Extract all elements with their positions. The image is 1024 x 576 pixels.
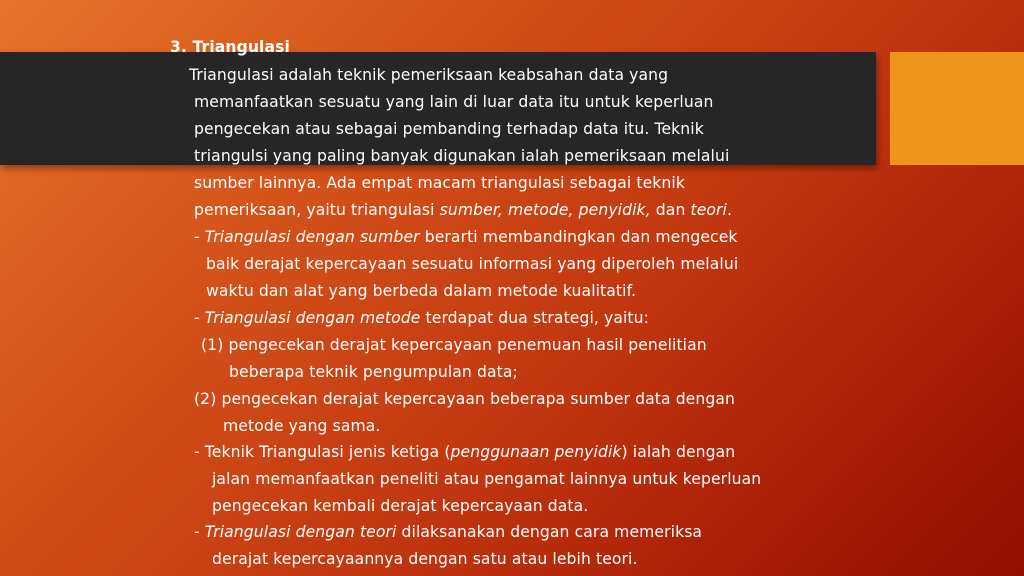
text-run: .: [727, 201, 733, 219]
paragraph-line: triangulsi yang paling banyak digunakan ialah pemeriksaan melalui: [194, 147, 730, 165]
text-run: dan: [650, 201, 691, 219]
bullet-line: [194, 308, 649, 328]
bullet-line: [194, 227, 738, 247]
section-title: 3. Triangulasi: [170, 38, 290, 56]
bullet-dash: -: [194, 309, 205, 327]
numbered-continuation: metode yang sama.: [223, 417, 381, 435]
bullet-continuation: pengecekan kembali derajat kepercayaan data.: [212, 497, 589, 515]
text-run: terdapat dua strategi, yaitu:: [420, 309, 649, 327]
emphasis-text: sumber, metode, penyidik,: [439, 201, 651, 219]
emphasis-text: Triangulasi dengan sumber: [204, 228, 420, 246]
emphasis-text: Triangulasi dengan metode: [204, 309, 421, 327]
text-run: pemeriksaan, yaitu triangulasi: [194, 201, 440, 219]
paragraph-line: Triangulasi adalah teknik pemeriksaan keabsahan data yang: [189, 66, 669, 84]
emphasis-text: penggunaan penyidik: [450, 443, 622, 461]
paragraph-line: sumber lainnya. Ada empat macam triangulasi sebagai teknik: [194, 174, 685, 192]
numbered-item: (1) pengecekan derajat kepercayaan penemuan hasil penelitian: [201, 336, 707, 354]
bullet-continuation: derajat kepercayaannya dengan satu atau lebih teori.: [212, 550, 638, 568]
text-run: dilaksanakan dengan cara memeriksa: [396, 523, 703, 541]
numbered-item: (2) pengecekan derajat kepercayaan beberapa sumber data dengan: [194, 390, 736, 408]
bullet-continuation: jalan memanfaatkan peneliti atau pengamat lainnya untuk keperluan: [212, 470, 762, 488]
text-run: berarti membandingkan dan mengecek: [419, 228, 738, 246]
emphasis-text: Triangulasi dengan teori: [204, 523, 397, 541]
bullet-dash: -: [194, 228, 205, 246]
bullet-continuation: baik derajat kepercayaan sesuatu informasi yang diperoleh melalui: [206, 255, 739, 273]
bullet-line: [194, 522, 702, 542]
bullet-line: [194, 442, 735, 462]
emphasis-text: teori: [690, 201, 727, 219]
paragraph-line: memanfaatkan sesuatu yang lain di luar data itu untuk keperluan: [194, 93, 714, 111]
paragraph-line: [194, 200, 732, 220]
numbered-continuation: beberapa teknik pengumpulan data;: [229, 363, 518, 381]
paragraph-line: pengecekan atau sebagai pembanding terhadap data itu. Teknik: [194, 120, 704, 138]
bullet-continuation: waktu dan alat yang berbeda dalam metode kualitatif.: [206, 282, 637, 300]
text-run: - Teknik Triangulasi jenis ketiga (: [194, 443, 451, 461]
text-run: ) ialah dengan: [621, 443, 736, 461]
bullet-dash: -: [194, 523, 205, 541]
